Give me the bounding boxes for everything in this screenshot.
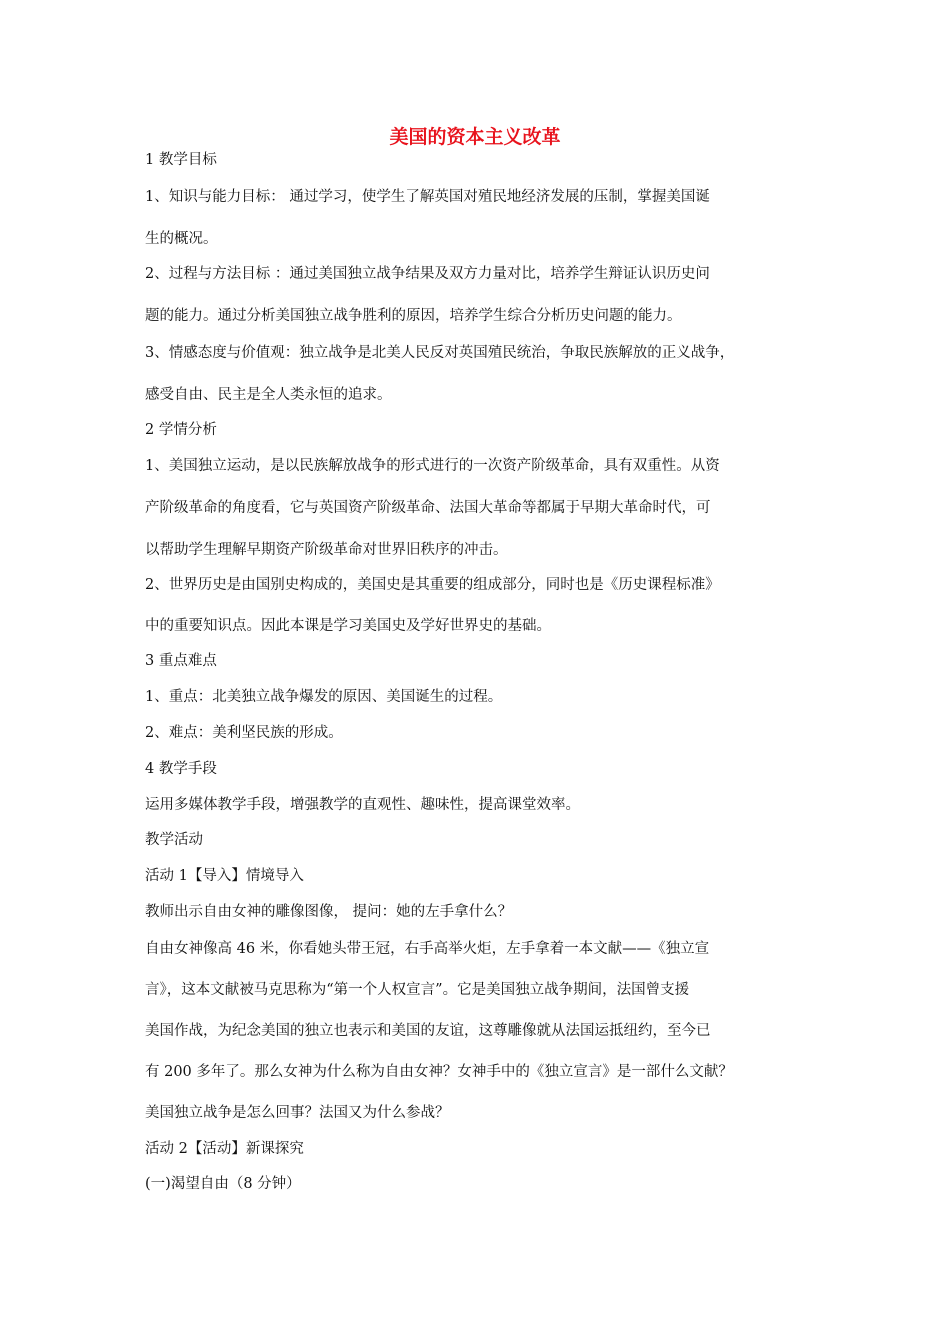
- text-line: 1、重点：北美独立战争爆发的原因、美国诞生的过程。: [145, 689, 503, 705]
- text-line: 运用多媒体教学手段，增强教学的直观性、趣味性，提高课堂效率。: [145, 797, 580, 813]
- text-line: 中的重要知识点。因此本课是学习美国史及学好世界史的基础。: [145, 618, 551, 634]
- text-line: 活动 2【活动】新课探究: [145, 1141, 304, 1157]
- text-line: 2 学情分析: [145, 422, 217, 438]
- text-line: 2、过程与方法目标 ：通过美国独立战争结果及双方力量对比，培养学生辩证认识历史问: [145, 266, 710, 282]
- text-line: 感受自由、民主是全人类永恒的追求。: [145, 387, 392, 403]
- text-line: 美国作战，为纪念美国的独立也表示和美国的友谊，这尊雕像就从法国运抵纽约，至今已: [145, 1023, 711, 1039]
- text-line: 活动 1【导入】情境导入: [145, 868, 304, 884]
- text-line: 1、美国独立运动，是以民族解放战争的形式进行的一次资产阶级革命，具有双重性。从资: [145, 458, 720, 474]
- text-line: 1、知识与能力目标： 通过学习，使学生了解英国对殖民地经济发展的压制，掌握美国诞: [145, 189, 710, 205]
- text-line: 2、难点：美利坚民族的形成。: [145, 725, 343, 741]
- text-line: (一)渴望自由（8 分钟）: [145, 1176, 301, 1192]
- text-line: 美国独立战争是怎么回事？法国又为什么参战？: [145, 1105, 450, 1121]
- text-line: 3 重点难点: [145, 653, 217, 669]
- text-line: 1 教学目标: [145, 152, 217, 168]
- text-line: 自由女神像高 46 米，你看她头带王冠，右手高举火炬，左手拿着一本文献——《独立宣: [145, 941, 710, 957]
- text-line: 3、情感态度与价值观：独立战争是北美人民反对英国殖民统治，争取民族解放的正义战争，: [145, 345, 735, 361]
- text-line: 产阶级革命的角度看，它与英国资产阶级革命、法国大革命等都属于早期大革命时代，可: [145, 500, 711, 516]
- text-line: 2、世界历史是由国别史构成的，美国史是其重要的组成部分，同时也是《历史课程标准》: [145, 577, 720, 593]
- document-title: 美国的资本主义改革: [389, 126, 561, 148]
- text-line: 言》，这本文献被马克思称为“第一个人权宣言”。它是美国独立战争期间，法国曾支援: [145, 982, 690, 998]
- text-line: 有 200 多年了。那么女神为什么称为自由女神？女神手中的《独立宣言》是一部什么文献？: [145, 1064, 733, 1080]
- text-line: 教学活动: [145, 832, 203, 848]
- text-line: 4 教学手段: [145, 761, 217, 777]
- text-line: 以帮助学生理解早期资产阶级革命对世界旧秩序的冲击。: [145, 542, 508, 558]
- text-line: 教师出示自由女神的雕像图像， 提问：她的左手拿什么？: [145, 904, 513, 920]
- text-line: 生的概况。: [145, 231, 218, 247]
- text-line: 题的能力。通过分析美国独立战争胜利的原因，培养学生综合分析历史问题的能力。: [145, 308, 682, 324]
